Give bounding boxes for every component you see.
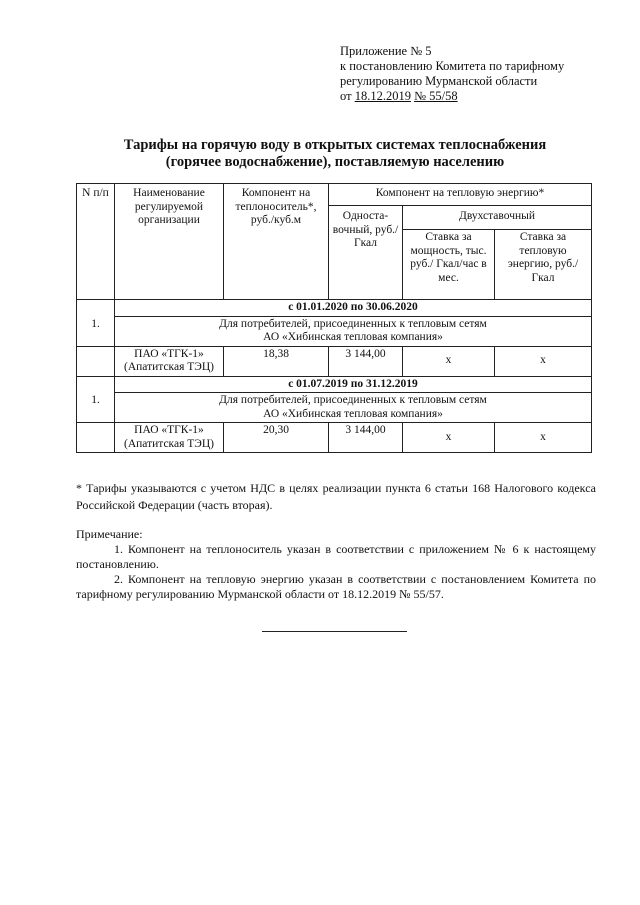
table-row: [77, 423, 592, 453]
notes-block: [76, 527, 596, 602]
header-single: Односта- вочный, руб./Гкал: [329, 206, 403, 300]
power-rate-value: x: [403, 423, 495, 453]
appendix-date-prefix: от: [340, 89, 352, 103]
appendix-line-3: регулированию Мурманской области: [340, 74, 538, 88]
title-line-1: Тарифы на горячую воду в открытых системах теплоснабжения: [123, 137, 547, 153]
header-org: Наименование регулируемой организации: [115, 184, 224, 300]
carrier-value: 20,30: [224, 423, 329, 453]
single-rate-value: 3 144,00: [329, 346, 403, 376]
org-name: [115, 423, 224, 453]
table-row: [77, 346, 592, 376]
header-power-rate: Ставка за мощность, тыс. руб./ Гкал/час в мес.: [403, 230, 495, 300]
group-line-1: Для потребителей, присоединенных к тепловым сетям: [219, 394, 487, 406]
header-energy: Компонент на тепловую энергию*: [329, 184, 592, 206]
energy-rate-value: x: [495, 423, 592, 453]
appendix-date: 18.12.2019: [354, 89, 411, 103]
closing-rule: [262, 631, 407, 632]
org-line-2: (Апатитская ТЭЦ): [124, 361, 214, 373]
header-carrier: Компонент на теплоноситель*, руб./куб.м: [224, 184, 329, 300]
group-num: 1.: [77, 393, 115, 423]
appendix-date-line: [340, 89, 564, 104]
notes-heading: Примечание:: [76, 527, 143, 541]
org-line-2: (Апатитская ТЭЦ): [124, 437, 214, 450]
period-label: с 01.01.2020 по 30.06.2020: [115, 300, 592, 317]
single-rate-value: 3 144,00: [329, 423, 403, 453]
group-row: [77, 393, 592, 423]
period-row: [77, 376, 592, 393]
group-row: [77, 316, 592, 346]
header-double: Двухставочный: [403, 206, 592, 230]
header-energy-rate: Ставка за тепловую энергию, руб./Гкал: [495, 230, 592, 300]
group-line-1: Для потребителей, присоединенных к тепловым сетям: [219, 317, 487, 330]
org-line-1: ПАО «ТГК-1»: [134, 424, 204, 436]
group-line-2: АО «Хибинская тепловая компания»: [263, 331, 443, 343]
group-description: [115, 316, 592, 346]
note-item-1: 1. Компонент на теплоноситель указан в соответствии с приложением № 6 к настоящему постановлению.: [76, 542, 596, 571]
appendix-number: № 55/58: [414, 89, 458, 103]
group-line-2: АО «Хибинская тепловая компания»: [263, 407, 443, 420]
appendix-line-2: к постановлению Комитета по тарифному: [340, 59, 565, 73]
energy-rate-value: x: [495, 346, 592, 376]
appendix-block: [340, 44, 564, 104]
appendix-line-1: Приложение № 5: [340, 44, 432, 58]
group-description: [115, 393, 592, 423]
group-num: 1.: [77, 316, 115, 346]
footnote: * Тарифы указываются с учетом НДС в целях реализации пункта 6 статьи 168 Налогового кодекса Российской Федерации (часть вторая).: [76, 481, 596, 512]
tariff-table: [76, 183, 592, 453]
org-line-1: ПАО «ТГК-1»: [134, 347, 204, 360]
header-num: N п/п: [77, 184, 115, 300]
period-label: с 01.07.2019 по 31.12.2019: [115, 376, 592, 393]
note-item-2: 2. Компонент на тепловую энергию указан в соответствии с постановлением Комитета по тарифному регулированию Мурманской области от 18.12.2019 № 55/57.: [76, 572, 596, 601]
document-title: [80, 137, 590, 171]
carrier-value: 18,38: [224, 346, 329, 376]
org-name: [115, 346, 224, 376]
period-row: [77, 300, 592, 317]
header-row-1: [77, 184, 592, 206]
power-rate-value: x: [403, 346, 495, 376]
title-line-2: (горячее водоснабжение), поставляемую населению: [165, 154, 505, 170]
